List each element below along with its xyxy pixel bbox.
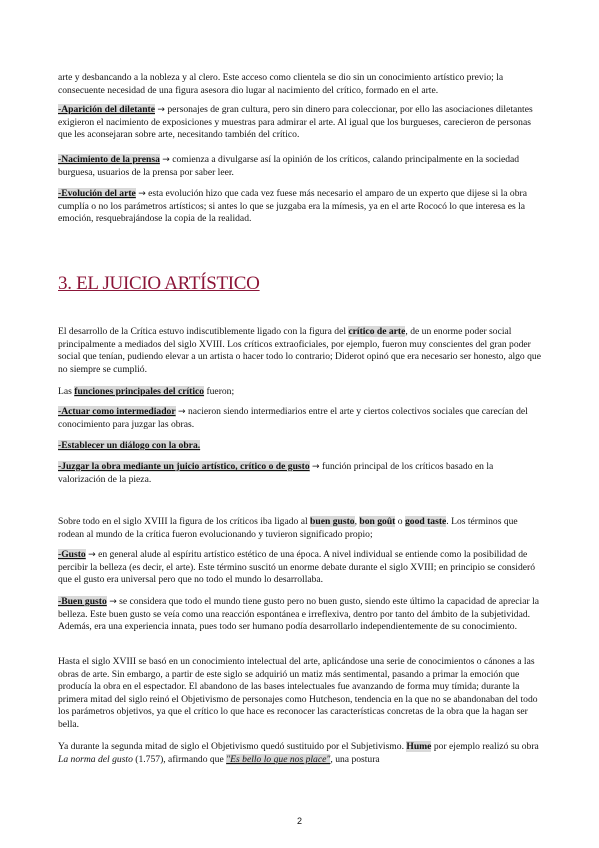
- item-term: -Actuar como intermediador: [58, 406, 176, 417]
- text-segment: (1.757), afirmando que: [132, 753, 227, 765]
- book-title: La norma del gusto: [58, 753, 133, 765]
- top-paragraph: arte y desbancando a la nobleza y al clero. Este acceso como clientela se dio sin un conocimiento artístico previo; la consecuente necesidad de una figura asesora dio lugar al nacimiento del crítico, formado en el arte.: [58, 72, 504, 96]
- arrow-icon: →: [178, 407, 186, 417]
- item-text: se considera que todo el mundo tiene gusto pero no buen gusto, siendo este último la capacidad de apreciar la belleza. Este buen gusto se veía como una reacción espontánea e irreflexiva, dentro por tanto del ámbito de la subjetividad. Además, era una experiencia innata, pues todo ser humano podía desarrollarlo independientemente de su conocimiento.: [58, 596, 539, 633]
- text-segment: fueron;: [204, 386, 235, 397]
- item-text: en general alude al espíritu artístico estético de una época. A nivel individual se entiende como la posibilidad de percibir la belleza (es decir, el arte). Este término suscitó un enorme debate durante el siglo XVIII; en principio se consideró que el gusto era universal pero que no todo el mundo lo desarrollaba.: [58, 549, 535, 586]
- section-heading: 3. EL JUICIO ARTÍSTICO: [58, 273, 260, 294]
- item-term: -Evolución del arte: [58, 188, 136, 199]
- item-text: personajes de gran cultura, pero sin dinero para coleccionar, por ello las asociaciones diletantes exigieron el nacimiento de exposiciones y muestras para admirar el arte. Al igual que los burgueses, carecieron de personas que les aconsejaran sobre arte, necesitando también del crítico.: [58, 104, 533, 141]
- bold-term: good taste: [404, 516, 447, 527]
- text-segment: Ya durante la segunda mitad de siglo el Objetivismo quedó sustituido por el Subjetivismo.: [58, 741, 407, 752]
- text-segment: El desarrollo de la Crítica estuvo indiscutiblemente ligado con la figura del: [58, 326, 349, 337]
- arrow-icon: →: [138, 189, 146, 199]
- item-term: -Juzgar la obra mediante un juicio artístico, crítico o de gusto: [58, 461, 310, 472]
- text-segment: por ejemplo realizó su obra: [431, 741, 539, 752]
- list-item: [58, 440, 542, 453]
- bold-term: funciones principales del crítico: [74, 386, 205, 397]
- text-segment: , una postura: [330, 753, 380, 765]
- arrow-icon: →: [157, 105, 165, 115]
- item-term: -Gusto: [58, 549, 86, 560]
- quote: "Es bello lo que nos place": [226, 753, 331, 765]
- list-item: [58, 154, 542, 179]
- paragraph-gusto: [58, 516, 542, 541]
- paragraph-siglo: Hasta el siglo XVIII se basó en un conocimiento intelectual del arte, aplicándose una serie de conocimientos o cánones a las obras de arte. Sin embargo, a partir de este siglo se adquirió un matiz más sentimental, pasando a primar la emoción que producía la obra en el espectador. El abandono de las bases intelectuales fue avanzando de forma muy tímida; durante la primera mitad del siglo reinó el Objetivismo de personajes como Hutcheson, tendencia en la que no se abandonaban del todo los parámetros objetivos, ya que el crítico lo que hace es reconocer las características concretas de la obra que la hagan ser bella.: [58, 656, 538, 730]
- text-segment: , de un enorme poder social principalmente a mediados del siglo XVIII. Los críticos extraoficiales, por ejemplo, fueron muy conscientes del gran poder social que tenían, pudiendo elevar a un artista o hacer todo lo contrario; Diderot opinó que era necesario ser honesto, algo que no siempre se cumplió.: [58, 326, 541, 375]
- bold-term: crítico de arte: [348, 326, 406, 337]
- list-item: [58, 104, 542, 142]
- bold-term: buen gusto: [310, 516, 355, 527]
- text-segment: o: [395, 516, 405, 527]
- list-item: [58, 596, 542, 634]
- text-segment: ,: [354, 516, 360, 527]
- item-text: nacieron siendo intermediarios entre el arte y ciertos colectivos sociales que carecían del conocimiento para juzgar las obras.: [58, 406, 528, 430]
- list-item: [58, 549, 542, 587]
- item-term: -Nacimiento de la prensa: [58, 154, 160, 165]
- arrow-icon: →: [109, 597, 117, 607]
- list-item: [58, 188, 542, 226]
- paragraph-critica: [58, 326, 542, 376]
- item-term: -Buen gusto: [58, 596, 107, 607]
- item-term: -Establecer un diálogo con la obra.: [58, 440, 201, 451]
- page-number: 2: [296, 816, 302, 826]
- item-term: -Aparición del diletante: [58, 104, 155, 115]
- arrow-icon: →: [88, 550, 96, 560]
- arrow-icon: →: [162, 155, 170, 165]
- list-item: [58, 461, 542, 486]
- text-segment: Sobre todo en el siglo XVIII la figura de los críticos iba ligado al: [58, 516, 311, 527]
- arrow-icon: →: [312, 462, 320, 472]
- paragraph-hume: [58, 741, 542, 766]
- list-item: [58, 406, 542, 431]
- text-segment: Las: [58, 386, 75, 397]
- text-segment: . Los términos que rodean al mundo de la crítica fueron evolucionando y tuvieron significado propio;: [58, 516, 518, 540]
- item-text: comienza a divulgarse así la opinión de los críticos, calando principalmente en la sociedad burguesa, usuarios de la prensa por saber leer.: [58, 154, 520, 178]
- bold-term: bon goût: [359, 516, 396, 527]
- item-text: esta evolución hizo que cada vez fuese más necesario el amparo de un experto que dijese si la obra cumplía o no los parámetros artísticos; si antes lo que se juzgaba era la mímesis, ya en el arte Rococó lo que interesa es la emoción, resquebrajándose la copia de la realidad.: [58, 188, 527, 225]
- bold-term: Hume: [406, 741, 432, 752]
- item-text: función principal de los críticos basado en la valorización de la pieza.: [58, 461, 494, 485]
- paragraph-funciones: [58, 386, 542, 399]
